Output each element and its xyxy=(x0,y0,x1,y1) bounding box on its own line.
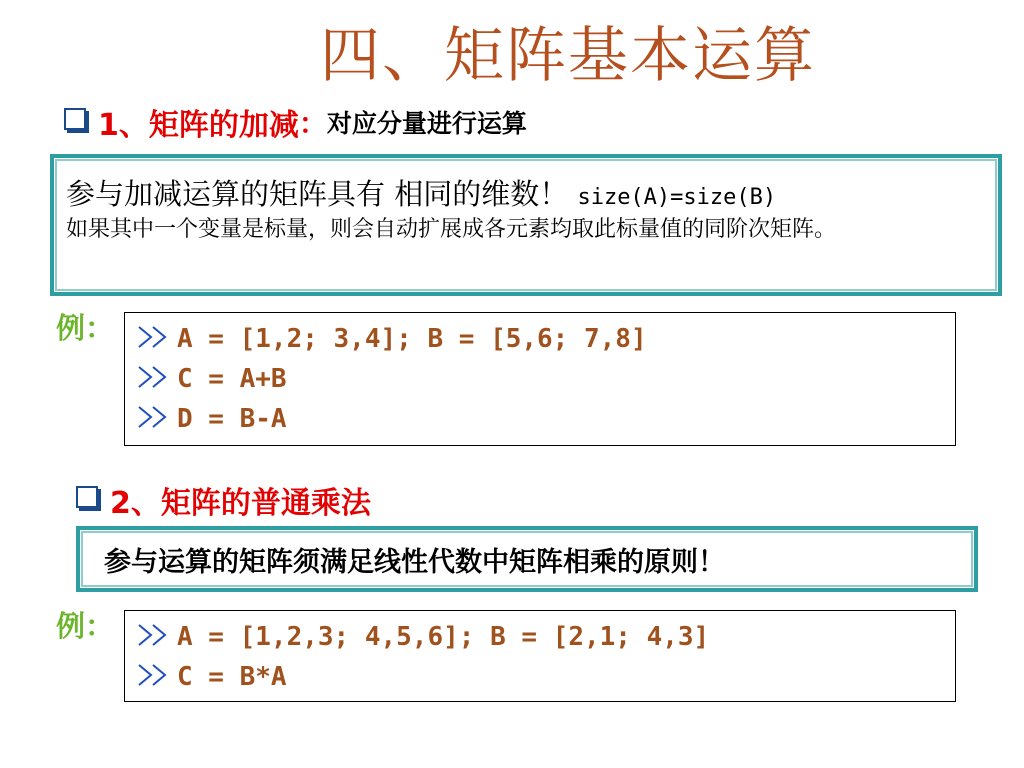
note-1-line-2: 如果其中一个变量是标量，则会自动扩展成各元素均取此标量值的同阶次矩阵。 xyxy=(66,217,837,242)
checkbox-icon xyxy=(76,486,98,508)
double-chevron-icon xyxy=(137,324,171,350)
code-text: D = B-A xyxy=(177,404,287,434)
code-text: A = [1,2,3; 4,5,6]; B = [2,1; 4,3] xyxy=(177,622,710,652)
note-1-line-1 xyxy=(66,172,988,213)
note-1-text: 参与加减运算的矩阵具有 相同的维数！ xyxy=(66,177,569,211)
note-2-text: 参与运算的矩阵须满足线性代数中矩阵相乘的原则！ xyxy=(104,547,725,578)
example-label-1: 例： xyxy=(56,311,115,345)
example-label-2: 例： xyxy=(56,609,115,643)
section-2-title: 2、矩阵的普通乘法 xyxy=(110,486,371,521)
note-1-code: size(A)=size(B) xyxy=(577,185,777,210)
section-1-subtitle: 对应分量进行运算 xyxy=(326,109,527,138)
double-chevron-icon xyxy=(137,364,171,390)
checkbox-icon xyxy=(64,108,86,130)
note-box-multiplication xyxy=(76,526,978,592)
double-chevron-icon xyxy=(137,662,171,688)
code-text: A = [1,2; 3,4]; B = [5,6; 7,8] xyxy=(177,324,647,354)
double-chevron-icon xyxy=(137,404,171,430)
section-1-heading xyxy=(64,100,527,144)
double-chevron-icon xyxy=(137,622,171,648)
note-box-addition xyxy=(50,154,1002,296)
code-text: C = B*A xyxy=(177,662,287,692)
code-block-2 xyxy=(124,610,956,702)
section-1-colon: ： xyxy=(298,107,327,140)
section-1-title: 1、矩阵的加减 xyxy=(98,108,299,143)
code-line xyxy=(137,617,955,657)
code-line xyxy=(137,359,955,399)
section-2-heading xyxy=(76,478,371,522)
slide-title: 四、矩阵基本运算 xyxy=(320,21,816,91)
code-line xyxy=(137,399,955,439)
code-text: C = A+B xyxy=(177,364,287,394)
code-block-1 xyxy=(124,312,956,446)
code-line xyxy=(137,319,955,359)
code-line xyxy=(137,657,955,697)
